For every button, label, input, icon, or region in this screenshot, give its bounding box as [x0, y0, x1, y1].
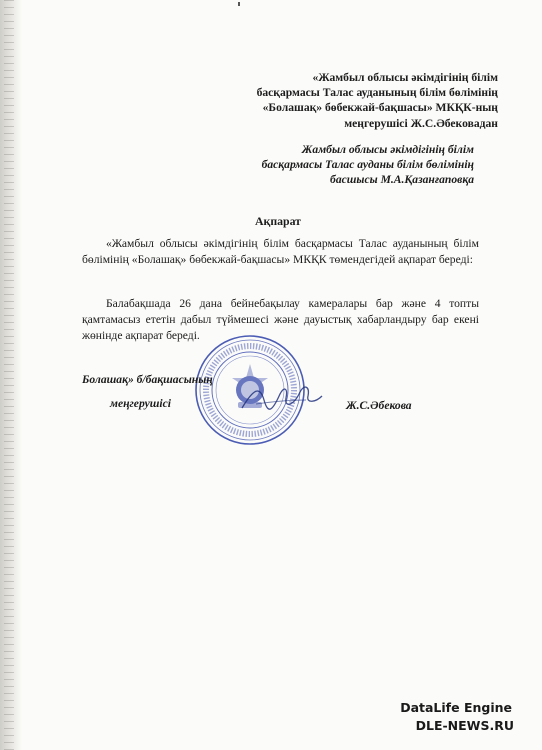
watermark-line-1: DataLife Engine — [400, 700, 512, 715]
recipient-block — [262, 142, 474, 188]
scan-edge-shadow — [0, 0, 22, 750]
sender-block — [257, 70, 498, 131]
signature-position: меңгерушісі — [110, 397, 171, 410]
recipient-line: Жамбыл облысы әкімдігінің білім — [301, 143, 474, 156]
recipient-line: басшысы М.А.Қазанғаповқа — [330, 173, 474, 187]
signature-organization: Болашақ» б/бақшасының — [82, 373, 213, 386]
sender-line: «Болашақ» бөбекжай-бақшасы» МКҚК-ның — [262, 101, 498, 115]
recipient-line: басқармасы Талас ауданы білім бөлімінің — [261, 158, 474, 172]
sender-line: «Жамбыл облысы әкімдігінің білім — [312, 71, 498, 84]
body-paragraph-1 — [82, 236, 479, 268]
scan-mark — [238, 2, 240, 6]
document-title: Ақпарат — [255, 214, 301, 228]
signature-name: Ж.С.Әбекова — [346, 399, 412, 412]
watermark-line-2: DLE-NEWS.RU — [415, 718, 514, 733]
sender-line: басқармасы Талас ауданының білім бөлімінің — [256, 86, 498, 100]
paragraph-text: Балабақшада 26 дана бейнебақылау камералары бар және 4 топты қамтамасыз ететін дабыл түймешесі және дауыстық хабарландыру бар екені жөнінде ақпарат береді. — [82, 297, 479, 343]
sender-line: меңгерушісі Ж.С.Әбековадан — [344, 116, 498, 130]
paragraph-text: «Жамбыл облысы әкімдігінің білім басқармасы Талас ауданының білім бөлімінің «Болашақ» бөбекжай-бақшасы» МКҚК төмендегідей ақпарат береді: — [82, 237, 479, 267]
handwritten-signature — [236, 378, 326, 418]
